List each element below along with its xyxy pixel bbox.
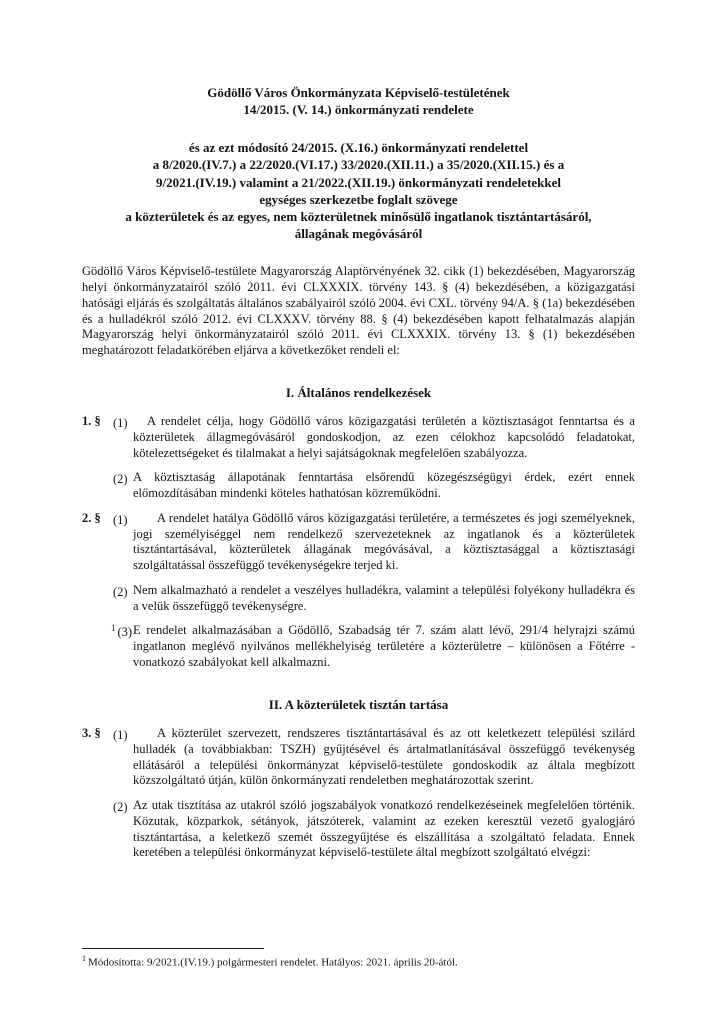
paragraph-number-label: (1) (113, 728, 128, 743)
section-number (82, 583, 113, 615)
paragraph-number (113, 470, 133, 502)
subtitle-line-5: a közterületek és az egyes, nem közterületnek minősülő ingatlanok tisztántartásáról, (125, 208, 592, 224)
paragraph-text: A rendelet célja, hogy Gödöllő város közigazgatási területén a köztisztaságot fenntartsa és a közterületek állagmegóvásáról gondoskodjon, az ezen célokhoz kapcsolódó feladatokat, kötelezettségeket és tilalmakat a helyi sajátságoknak megfelelően szabályozza. (133, 414, 635, 460)
clause-2-3 (82, 623, 635, 670)
clause-2-2 (82, 583, 635, 615)
paragraph-number-label: (3) (117, 625, 133, 640)
title-line-1: Gödöllő Város Önkormányzata Képviselő-testületének (207, 85, 510, 100)
clause-1-2 (82, 470, 635, 502)
paragraph-text: Az utak tisztítása az utakról szóló jogszabályok vonatkozó rendelkezéseinek megfelelően történik. Közutak, közparkok, sétányok, játszóterek, valamint az ezeken keresztül vezető gyalogjáró tisztántartása, a keletkező szemét összegyűjtése és elszállítása a szolgáltató feladata. Ennek keretében a települési önkormányzat képviselő-testülete által megbízott szolgáltató elvégzi: (133, 798, 635, 860)
paragraph-number-label: (2) (113, 472, 128, 487)
paragraph-number (113, 414, 133, 461)
clause-1-1 (82, 414, 635, 461)
footnote-divider (82, 948, 264, 949)
footnote-ref: 1 (111, 623, 116, 634)
footnote-marker: 1 (82, 954, 86, 963)
paragraph-number (113, 726, 133, 789)
section-heading-1: I. Általános rendelkezések (285, 384, 432, 400)
subtitle-line-3: 9/2021.(IV.19.) valamint a 21/2022.(XII.19.) önkormányzati rendeletekkel (155, 174, 562, 190)
section-number (82, 470, 113, 502)
clause-2-1 (82, 511, 635, 574)
footnote (82, 948, 635, 971)
subtitle-line-1: és az ezt módosító 24/2015. (X.16.) önkormányzati rendelettel (188, 140, 529, 156)
paragraph-number (113, 511, 133, 574)
document-title (82, 84, 635, 118)
section-heading-2: II. A közterületek tisztán tartása (268, 696, 449, 712)
title-line-2: 14/2015. (V. 14.) önkormányzati rendelete (243, 102, 474, 118)
paragraph-text: A köztisztaság állapotának fenntartása elsőrendű közegészségügyi érdek, ezért ennek előmozdításában mindenki köteles hathatósan közreműködni. (133, 470, 635, 501)
footnote-text-line (82, 954, 635, 971)
clause-3-1 (82, 726, 635, 789)
section-number: 1. § (82, 414, 101, 429)
subtitle-line-4: egységes szerkezetbe foglalt szövege (259, 191, 458, 207)
section-number (82, 623, 113, 670)
section-number (82, 798, 113, 861)
paragraph-text: Nem alkalmazható a rendelet a veszélyes hulladékra, valamint a települési folyékony hulladékra és a velük összefüggő tevékenységre. (133, 582, 635, 613)
paragraph-text: E rendelet alkalmazásában a Gödöllő, Szabadság tér 7. szám alatt lévő, 291/4 helyrajzi számú ingatlanon meglévő nyilvános mellékhelyiség területére a közterületre – különösen a Főtérre - vonatkozó szabályokat kell alkalmazni. (133, 623, 635, 669)
section-number: 2. § (82, 510, 101, 525)
paragraph-number-label: (2) (113, 800, 128, 815)
paragraph-number-label: (1) (113, 513, 128, 528)
paragraph-number (113, 583, 133, 615)
paragraph-number (113, 798, 133, 861)
footnote-text: Módosította: 9/2021.(IV.19.) polgármesteri rendelet. Hatályos: 2021. április 20-ától. (88, 956, 458, 969)
subtitle-line-6: állagának megóvásáról (294, 226, 423, 242)
paragraph-text: A rendelet hatálya Gödöllő város közigazgatási területére, a természetes és jogi személyeknek, jogi személyiséggel nem rendelkező szervezeteknek az ingatlanok és a közterületek tisztántartásával, közterületek állagának megóvásával, a köztisztasággal a köztisztasági szolgáltatással összefüggő tevékenységekre terjed ki. (133, 510, 635, 573)
section-number: 3. § (82, 726, 101, 740)
subtitle-line-2: a 8/2020.(IV.7.) a 22/2020.(VI.17.) 33/2020.(XII.11.) a 35/2020.(XII.15.) és a (152, 157, 565, 173)
paragraph-number-label: (2) (113, 585, 128, 600)
document-subtitle (82, 139, 635, 242)
preamble-paragraph: Gödöllő Város Képviselő-testülete Magyarország Alaptörvényének 32. cikk (1) bekezdésében, Magyarország helyi önkormányzatairól szóló 2011. évi CLXXXIX. törvény 143. § (4) bekezdésében, a közigazgatási hatósági eljárás és szolgáltatás általános szabályairól szóló 2004. évi CXL. törvény 94/A. § (1a) bekezdésében és a hulladékról szóló 2012. évi CLXXXV. törvény 88. § (4) bekezdésében kapott felhatalmazás alapján Magyarország helyi önkormányzatairól szóló 2011. évi CLXXXIX. törvény 13. § (1) bekezdésében meghatározott feladatkörében eljárva a következőket rendeli el: (82, 264, 635, 357)
paragraph-text: A közterület szervezett, rendszeres tisztántartásával és az ott keletkezett települési szilárd hulladék (a továbbiakban: TSZH) gyűjtésével és ártalmatlanításával összefüggő tevékenység ellátásáról a települési önkormányzat képviselő-testülete gondoskodik az általa megbízott közszolgáltató útján, külön önkormányzati rendeletben meghatározottak szerint. (133, 726, 635, 788)
clause-3-2 (82, 798, 635, 861)
paragraph-number (113, 623, 133, 670)
paragraph-number-label: (1) (113, 416, 128, 431)
